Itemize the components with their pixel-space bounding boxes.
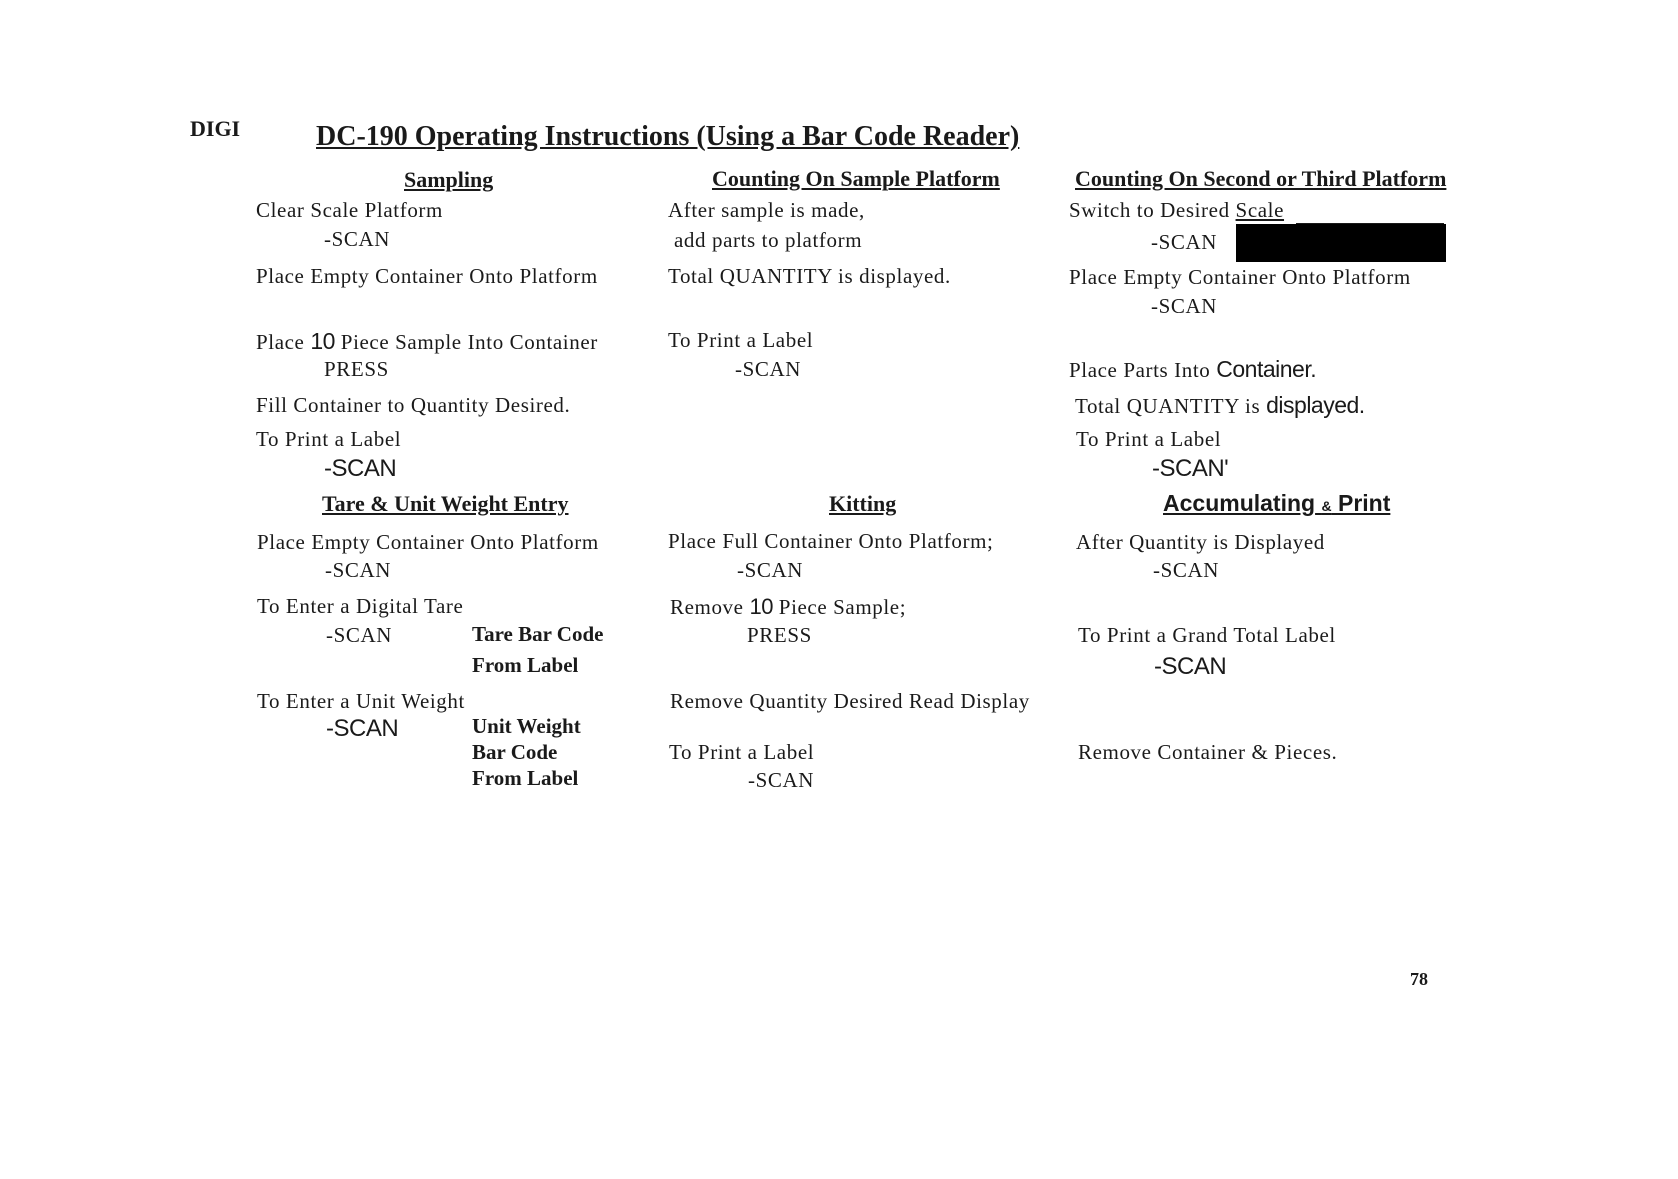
- counting-second-step-print-action: -SCAN': [1152, 455, 1229, 482]
- kitting-step-full-action: -SCAN: [737, 558, 804, 582]
- counting-second-step-parts: Place Parts Into Container.: [1069, 356, 1317, 382]
- sampling-step-clear: Clear Scale Platform: [256, 198, 443, 222]
- tare-step-container: Place Empty Container Onto Platform: [257, 530, 599, 554]
- tare-bar-code-note: Tare Bar Code: [472, 622, 604, 646]
- sampling-step-print-action: -SCAN: [324, 455, 397, 482]
- page-number: 78: [1410, 969, 1428, 989]
- kitting-step-remove-sample-action: PRESS: [747, 623, 812, 647]
- kitting-step-print-action: -SCAN: [748, 768, 815, 792]
- unit-weight-note: Unit Weight: [472, 714, 581, 738]
- tare-step-unit-weight-action: -SCAN: [326, 715, 399, 742]
- sampling-step-sample: Place 10 Piece Sample Into Container: [256, 328, 598, 354]
- counting-second-step-switch-action: -SCAN: [1151, 230, 1218, 254]
- kitting-step-full: Place Full Container Onto Platform;: [668, 529, 994, 553]
- accumulating-step-after: After Quantity is Displayed: [1076, 530, 1325, 554]
- kitting-step-print: To Print a Label: [669, 740, 815, 764]
- accumulating-step-after-action: -SCAN: [1153, 558, 1220, 582]
- section-heading-kitting: Kitting: [829, 491, 897, 516]
- tare-step-digital: To Enter a Digital Tare: [257, 594, 464, 618]
- counting-second-step-switch: Switch to Desired Scale: [1069, 198, 1285, 222]
- section-heading-sampling: Sampling: [404, 167, 494, 192]
- section-heading-counting-sample: Counting On Sample Platform: [712, 166, 1000, 191]
- sampling-step-fill: Fill Container to Quantity Desired.: [256, 393, 571, 417]
- counting-second-step-container-action: -SCAN: [1151, 294, 1218, 318]
- counting-second-step-container: Place Empty Container Onto Platform: [1069, 265, 1411, 289]
- counting-second-step-print: To Print a Label: [1076, 427, 1222, 451]
- sampling-step-clear-action: -SCAN: [324, 227, 391, 251]
- counting-sample-step-print-action: -SCAN: [735, 357, 802, 381]
- tare-from-label-note: From Label: [472, 653, 579, 677]
- tare-step-digital-action: -SCAN: [326, 623, 393, 647]
- redacted-block: [1236, 224, 1446, 262]
- sampling-step-print: To Print a Label: [256, 427, 402, 451]
- kitting-step-remove-quantity: Remove Quantity Desired Read Display: [670, 689, 1030, 713]
- unit-weight-bar-code-note: Bar Code: [472, 740, 558, 764]
- counting-second-step-total: Total QUANTITY is displayed.: [1075, 392, 1365, 418]
- tare-step-container-action: -SCAN: [325, 558, 392, 582]
- sampling-step-sample-action: PRESS: [324, 357, 389, 381]
- tare-step-unit-weight: To Enter a Unit Weight: [257, 689, 465, 713]
- counting-sample-step-print: To Print a Label: [668, 328, 814, 352]
- sampling-step-container: Place Empty Container Onto Platform: [256, 264, 598, 288]
- section-heading-counting-second: Counting On Second or Third Platform: [1075, 166, 1447, 191]
- page-title: DC-190 Operating Instructions (Using a Bar Code Reader): [316, 121, 1020, 152]
- kitting-step-remove-sample: Remove 10 Piece Sample;: [670, 594, 907, 619]
- section-heading-accumulating: Accumulating & Print: [1163, 490, 1391, 516]
- accumulating-step-remove: Remove Container & Pieces.: [1078, 740, 1338, 764]
- counting-sample-step-total: Total QUANTITY is displayed.: [668, 264, 951, 288]
- section-heading-tare: Tare & Unit Weight Entry: [322, 491, 569, 516]
- counting-sample-step-add: add parts to platform: [674, 228, 863, 252]
- brand-label: DIGI: [190, 116, 241, 141]
- accumulating-step-grand-total-action: -SCAN: [1154, 653, 1227, 680]
- accumulating-step-grand-total: To Print a Grand Total Label: [1078, 623, 1336, 647]
- unit-weight-from-label-note: From Label: [472, 766, 579, 790]
- counting-sample-step-after: After sample is made,: [668, 198, 865, 222]
